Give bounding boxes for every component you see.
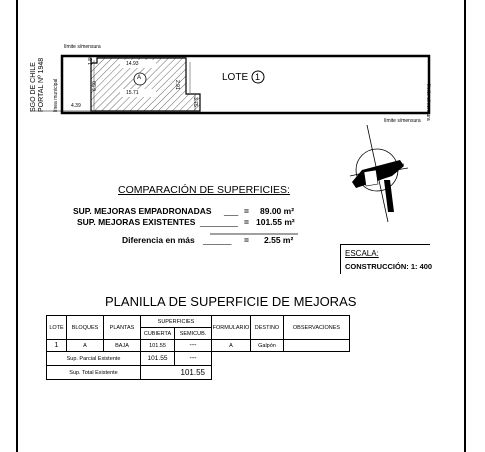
total-row: Sup. Total Existente 101.55 (47, 366, 350, 380)
header-semicub: SEMICUB. (175, 328, 212, 340)
header-observaciones: OBSERVACIONES (284, 316, 350, 340)
header-bloques: BLOQUES (67, 316, 104, 340)
dim-left-street: 4.39 (71, 103, 81, 109)
limite-bottom-label: límite s/mensura (384, 118, 421, 124)
lote-label: LOTE (222, 72, 249, 83)
dim-right-a: 2.91 (174, 80, 180, 90)
block-a-label: A (137, 75, 142, 81)
header-destino: DESTINO (251, 316, 284, 340)
header-plantas: PLANTAS (104, 316, 141, 340)
table-title: PLANILLA DE SUPERFICIE DE MEJORAS (105, 294, 357, 309)
dim-height-left: 6.50 (92, 81, 98, 91)
table-row: 1 A BAJA 101.55 --- A Galpón (47, 340, 350, 352)
dim-corner: 1.80 (88, 55, 94, 65)
header-cubierta: CUBIERTA (141, 328, 175, 340)
lote-number: 1 (255, 72, 261, 82)
comparison-row-empadronadas: SUP. MEJORAS EMPADRONADAS (73, 206, 212, 216)
header-formulario: FORMULARIO (212, 316, 251, 340)
header-superficies: SUPERFICIES (141, 316, 212, 328)
scale-value: CONSTRUCCIÓN: 1: 400 (345, 262, 433, 271)
dim-top: 14.93 (126, 61, 139, 67)
parcial-row: Sup. Parcial Existente 101.55 --- (47, 352, 350, 366)
limite-right-label: límite s/mensura (425, 84, 431, 121)
dim-right-b: 3.75 (192, 97, 198, 107)
comparison-row-existentes: SUP. MEJORAS EXISTENTES (77, 217, 196, 227)
comparison-row-diferencia: Diferencia en más (122, 235, 195, 245)
limite-top-label: límite s/mensura (64, 44, 101, 50)
comparison-title: COMPARACIÓN DE SUPERFICIES: (118, 184, 290, 196)
linea-municipal-label: línea municipal (53, 78, 59, 112)
header-lote: LOTE (47, 316, 67, 340)
dim-bottom: 15.71 (126, 90, 139, 96)
street-label: SGO DE CHILE PORTAL Nº 1948 (30, 57, 45, 112)
surface-table (46, 315, 350, 380)
scale-label: ESCALA: (345, 249, 379, 258)
